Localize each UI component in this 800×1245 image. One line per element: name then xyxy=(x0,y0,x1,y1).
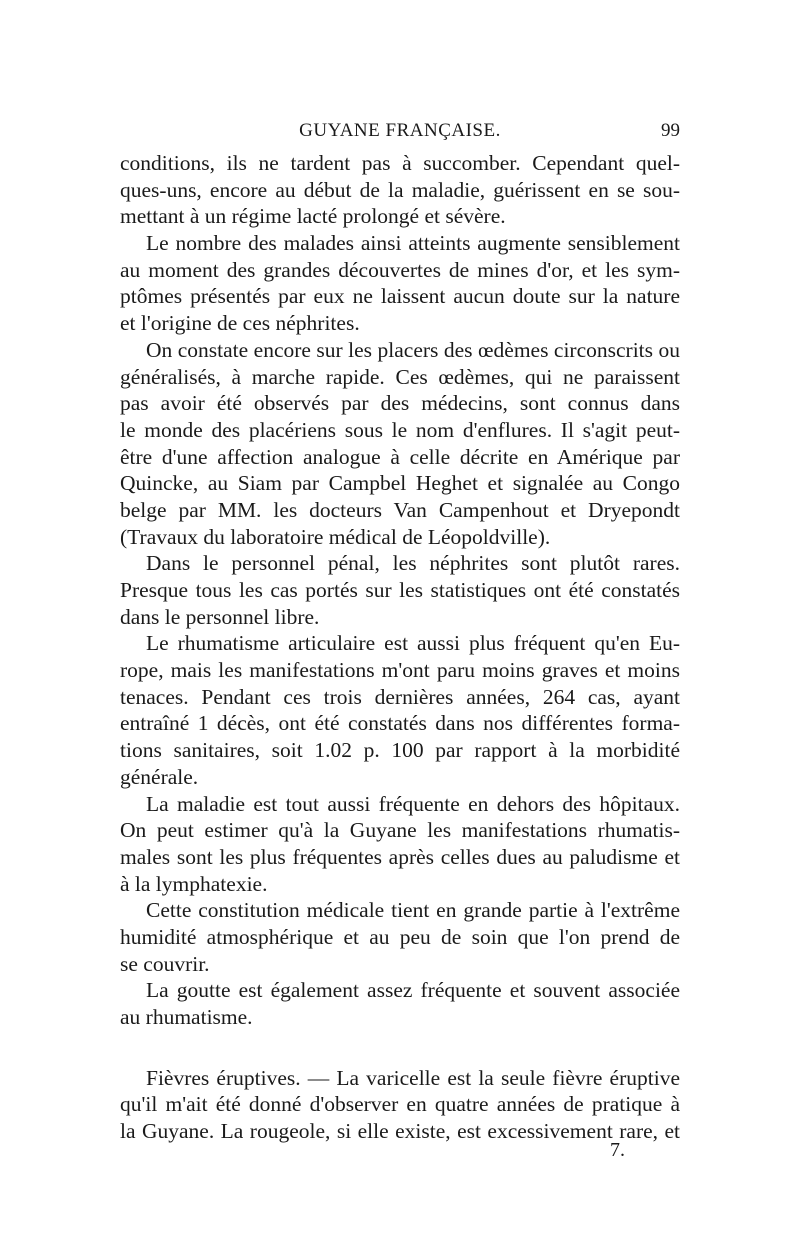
text-line: Quincke, au Siam par Campbel Heghet et signalée au Congo xyxy=(120,471,680,496)
paragraph-oedemes xyxy=(120,337,680,551)
text-line: (Travaux du laboratoire médical de Léopoldville). xyxy=(120,524,551,549)
text-line: Fièvres éruptives. — La varicelle est la seule fièvre éruptive xyxy=(146,1065,680,1090)
text-line: et l'origine de ces néphrites. xyxy=(120,311,360,336)
text-line: Dans le personnel pénal, les néphrites sont plutôt rares. xyxy=(146,551,680,576)
text-line: males sont les plus fréquentes après celles dues au paludisme et xyxy=(120,844,680,869)
text-line: tenaces. Pendant ces trois dernières années, 264 cas, ayant xyxy=(120,684,680,709)
text-line: dans le personnel libre. xyxy=(120,604,320,629)
text-line: On peut estimer qu'à la Guyane les manifestations rhumatis- xyxy=(120,818,680,843)
text-line: au moment des grandes découvertes de mines d'or, et les sym- xyxy=(120,257,680,282)
text-line: Le rhumatisme articulaire est aussi plus fréquent qu'en Eu- xyxy=(146,631,680,656)
text-line: La maladie est tout aussi fréquente en dehors des hôpitaux. xyxy=(146,791,680,816)
text-line: mettant à un régime lacté prolongé et sévère. xyxy=(120,204,506,229)
running-title: GUYANE FRANÇAISE. xyxy=(299,120,501,141)
paragraph-nombre-malades xyxy=(120,230,680,337)
text-line: générale. xyxy=(120,764,199,789)
text-line: à la lymphatexie. xyxy=(120,871,268,896)
paragraph-hopitaux xyxy=(120,791,680,898)
text-line: humidité atmosphérique et au peu de soin que l'on prend de xyxy=(120,924,680,949)
text-line: la Guyane. La rougeole, si elle existe, est excessivement rare, et xyxy=(120,1119,680,1144)
paragraph-goutte xyxy=(120,977,680,1030)
text-line: Presque tous les cas portés sur les statistiques ont été constatés xyxy=(120,578,680,602)
body-text xyxy=(120,150,680,1145)
text-line: On constate encore sur les placers des œdèmes circonscrits ou xyxy=(146,337,680,362)
page-number: 99 xyxy=(661,120,680,141)
text-line: être d'une affection analogue à celle décrite en Amérique par xyxy=(120,444,680,469)
text-line: généralisés, à marche rapide. Ces œdèmes, qui ne paraissent xyxy=(120,364,680,389)
text-line: rope, mais les manifestations m'ont paru moins graves et moins xyxy=(120,658,680,683)
running-header xyxy=(120,119,680,143)
text-line: ptômes présentés par eux ne laissent aucun doute sur la nature xyxy=(120,284,680,309)
text-line: conditions, ils ne tardent pas à succomber. Cependant quel- xyxy=(120,151,680,175)
text-line: ques-uns, encore au début de la maladie, guérissent en se sou- xyxy=(120,177,680,202)
text-line: pas avoir été observés par des médecins, sont connus dans xyxy=(120,391,680,416)
text-line: qu'il m'ait été donné d'observer en quatre années de pratique à xyxy=(120,1092,680,1117)
paragraph-succomber xyxy=(120,150,680,230)
paragraph-rhumatisme xyxy=(120,630,680,790)
text-line: se couvrir. xyxy=(120,951,210,976)
text-line: La goutte est également assez fréquente et souvent associée xyxy=(146,978,680,1003)
text-line: au rhumatisme. xyxy=(120,1005,253,1029)
text-line: belge par MM. les docteurs Van Campenhout et Dryepondt xyxy=(120,497,680,522)
section-gap xyxy=(120,1031,680,1065)
paragraph-constitution xyxy=(120,897,680,977)
text-line: Le nombre des malades ainsi atteints augmente sensiblement xyxy=(146,231,680,256)
text-line: Cette constitution médicale tient en grande partie à l'extrême xyxy=(146,898,680,923)
paragraph-personnel-penal xyxy=(120,550,680,630)
text-line: entraîné 1 décès, ont été constatés dans nos différentes forma- xyxy=(120,711,680,736)
paragraph-fievres-eruptives xyxy=(120,1065,680,1145)
signature-mark: 7. xyxy=(610,1139,625,1161)
text-line: tions sanitaires, soit 1.02 p. 100 par rapport à la morbidité xyxy=(120,738,680,763)
text-line: le monde des placériens sous le nom d'enflures. Il s'agit peut- xyxy=(120,417,680,442)
